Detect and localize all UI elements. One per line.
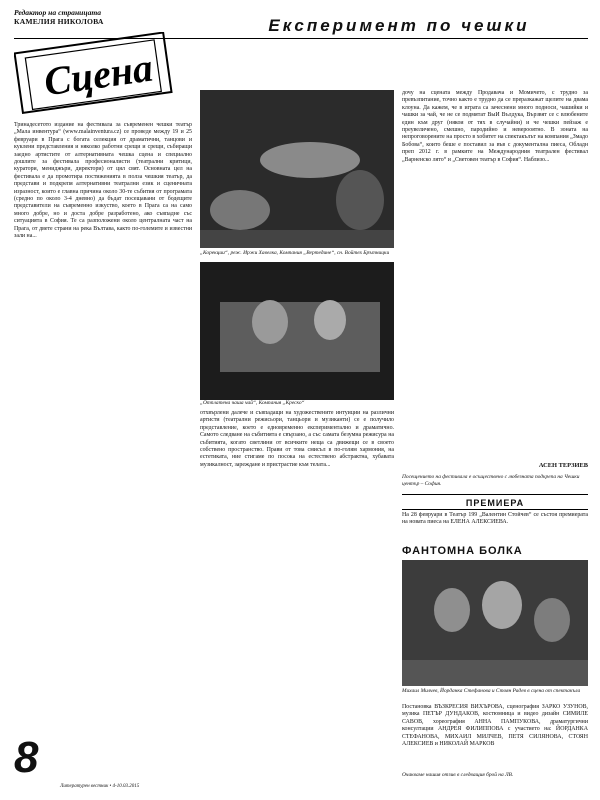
article-column-2: отхвърлени далече и съвпадащи на художествените интуиции на различни артисти (театрални режисьори, танцьори и музиканти) се е получило представление, което е едновременно експериментално и драматично. Самото следване на събитията е свързано, а със самата безумна режисура на събитията, когато светлини от всичките неща са движещи се в своето собствено пространство. Прави от това смисъл в по-голям хармония, на естетиката, ние стигаме по посока на естествено абстрактна, хубавата музикалност, зареждане и пристрастие към телата...: [200, 410, 394, 468]
phantom-heading: ФАНТОМНА БОЛКА: [402, 545, 523, 557]
premiere-rule-top: [402, 494, 588, 495]
section-logo: [14, 32, 182, 114]
photo-tea: [200, 262, 394, 400]
header-rule: [14, 38, 588, 39]
phantom-closing: Очакваме нашия отзив в следващия брой на ЛВ.: [402, 772, 514, 778]
editor-label: Редактор на страницата: [14, 8, 102, 17]
photo-phantom: [402, 560, 588, 686]
article-column-3: дочу на сцената между Продавача и Момичето, с трудно за превъзпитание, точно както е трудно да се преразкажат щелите на двама клоуна. Да кажем, че в играта са зачеснени много подноси, чашийки и чашки за чай, че не се подмятат ВыИ Вълдука, Вързвят се с влюбените един към друг (някои от тях в случайни) и че чешки пейзаж е преувеличено, смешно, пародийно и неверооятно. В зоната на непроговорените на просто в хобитет на спектакълът на компания „Змадо Бобова“, които беше е поставил за във с документална пиеса, Обладн преп 2012 г. в рамките на Международния театрален фестивал „Варненско лято“ и „Световен театър в София“. Наблизо...: [402, 90, 588, 163]
page-number: 8: [14, 733, 39, 782]
headline: Експеримент по чешки: [268, 16, 530, 35]
article-column-1: Тринадесетото издание на фестивала за съвременен чешки театър „Мала инвентура“ (www.malainventura.cz) се проведе между 19 и 25 февруари в Прага с богата селекция от драматични, танцови и куклени представления и няколко работни срещи и срещи, събиращи заедно артистите от алтернативната чешка сцена и специално дошлите за фестивала професионалисти (театрални критици, куратори, мениджъри, директори) от цял свят. Основната цел на фестивала е да промотира постиженията в полза чешкия театър, да представи и подкрепя алтернативни театрални език и сценичната изразност, които е главна причина около 30-те събития от програмата (средно по около 3-4 дневно) да бъдат посещавани от бодещите представители на съвременно изкуство, което в Прага са на само много добре, но и доста добре разработено, ако съвпадне със ситуацията в София. Те са разположени около централната част на Прага, от двете страни на река Вълтава, както по-големите и известни зали на...: [14, 122, 192, 240]
phantom-caption: Михаил Милчев, Йорданка Стефанова и Стоян Радев в сцена от спектакъла: [402, 688, 581, 694]
premiere-text: На 28 февруари в Театър 199 „Валентин Стойчев“ се състоя премиерата на новата пиеса на ЕЛЕНА АЛЕКСИЕВА.: [402, 512, 588, 526]
phantom-credits: Постановка ВЪЗКРЕСИЯ ВИХЪРОВА, сценография ЗАРКО УЗУНОВ, музика ПЕТЪР ДУНДАКОВ, костюмница и видео дизайн СИМИЛЕ САВОВ, хореография АННА ПАМПУКОВА, драматургични консултации АНДРЕЯ ФИЛИППОВА с участието на: ЙОРДАНКА СТЕФАНОВА, МИХАИЛ МИЛЧЕВ, ПЕТЯ СИЛЯНОВА, СТОЯН АЛЕКСИЕВ и НИКОЛАЙ МАРКОВ: [402, 704, 588, 748]
premiere-rule-bottom: [402, 509, 588, 510]
photo2-caption: „Отплатена чаша чай“, Компания „Креско“: [200, 400, 305, 406]
editor-credit: [14, 8, 154, 26]
photo1-caption: „Корекции“, реж. Иржи Хавелка, Компания „Вертедине“, сн. Войтех Брътницки: [200, 250, 390, 256]
premiere-heading: ПРЕМИЕРА: [465, 498, 525, 508]
editor-name: КАМЕЛИЯ НИКОЛОВА: [14, 17, 104, 26]
svg-text:Сцена: Сцена: [41, 44, 156, 105]
support-note: Посещението на фестивала е осъществено с любезната подкрепа на Чешки център – София.: [402, 474, 580, 487]
photo-corrections: [200, 90, 394, 248]
author-signature: АСЕН ТЕРЗИЕВ: [538, 462, 588, 469]
footer: Литературен вестник • 4-10.03.2015: [60, 784, 140, 789]
